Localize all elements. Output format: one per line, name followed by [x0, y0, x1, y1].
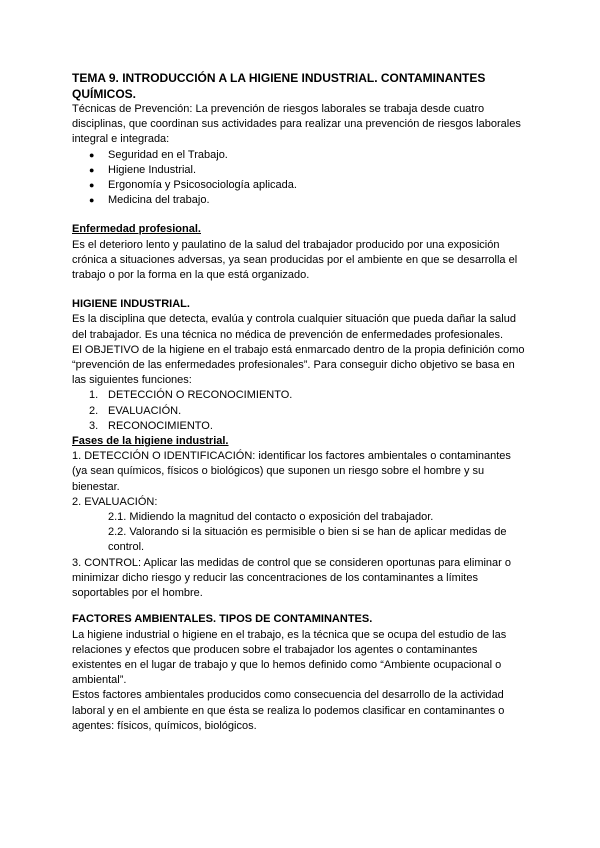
bullet-icon: ●	[89, 180, 95, 191]
bullet-icon: ●	[89, 149, 95, 160]
enfermedad-heading: Enfermedad profesional.	[72, 223, 201, 236]
fase-deteccion: 1. DETECCIÓN O IDENTIFICACIÓN: identificar los factores ambientales o contaminantes (ya sean químicos, físicos o biológicos) que suponen un riesgo sobre el hombre y su bienestar.	[72, 450, 511, 493]
list-item: ● Ergonomía y Psicosociología aplicada.	[72, 178, 528, 193]
objetivo-paragraph: El OBJETIVO de la higiene en el trabajo está enmarcado dentro de la propia definición como “prevención de las enfermedades profesionales”. Para conseguir dicho objetivo se basa en las siguientes funciones:	[72, 343, 525, 387]
functions-list	[72, 388, 528, 434]
bullet-icon: ●	[89, 195, 95, 206]
document-title: TEMA 9. INTRODUCCIÓN A LA HIGIENE INDUSTRIAL. CONTAMINANTES QUÍMICOS.	[72, 71, 486, 101]
fase-control: 3. CONTROL: Aplicar las medidas de control que se consideren oportunas para eliminar o minimizar dicho riesgo y reducir las concentraciones de los contaminantes a límites soportables por el hombre.	[72, 556, 512, 600]
list-item: ● Seguridad en el Trabajo.	[72, 148, 528, 163]
higiene-paragraph: Es la disciplina que detecta, evalúa y controla cualquier situación que pueda dañar la salud del trabajador. Es una técnica no médica de prevención de enfermedades profesionales.	[72, 313, 516, 341]
fases-heading: Fases de la higiene industrial.	[72, 435, 229, 448]
intro-paragraph: Técnicas de Prevención: La prevención de riesgos laborales se trabaja desde cuatro disciplinas, que coordinan sus actividades para realizar una prevención de riesgos laborales integral e integrada:	[72, 103, 521, 146]
bullet-icon: ●	[89, 164, 95, 175]
list-item: 1. DETECCIÓN O RECONOCIMIENTO.	[89, 389, 293, 402]
factores-paragraph: La higiene industrial o higiene en el trabajo, es la técnica que se ocupa del estudio de las relaciones y efectos que producen sobre el trabajador los agentes o contaminantes existentes en el lugar de trabajo y que lo hemos definido como “Ambiente ocupacional o ambiental”.	[72, 628, 507, 687]
document-body	[72, 70, 528, 734]
disciplines-list	[72, 148, 528, 209]
list-item: 2. EVALUACIÓN.	[89, 404, 182, 417]
list-item: ● Medicina del trabajo.	[72, 193, 528, 208]
fase-evaluacion-sub2: 2.2. Valorando si la situación es permisible o bien si se han de aplicar medidas de control.	[108, 526, 507, 554]
enfermedad-paragraph: Es el deterioro lento y paulatino de la salud del trabajador producido por una exposición crónica a situaciones adversas, ya sean producidas por el ambiente en que se desarrolla el trabajo o por la forma en la que está organizado.	[72, 238, 518, 282]
fase-evaluacion-sub1: 2.1. Midiendo la magnitud del contacto o exposición del trabajador.	[108, 511, 434, 524]
list-item: ● Higiene Industrial.	[72, 163, 528, 178]
list-item: 3. RECONOCIMIENTO.	[89, 419, 213, 432]
factores-heading: FACTORES AMBIENTALES. TIPOS DE CONTAMINANTES.	[72, 613, 373, 626]
fase-evaluacion: 2. EVALUACIÓN:	[72, 495, 158, 508]
factores-paragraph-2: Estos factores ambientales producidos como consecuencia del desarrollo de la actividad laboral y en el ambiente en que ésta se realiza lo podemos clasificar en contaminantes o agentes: físicos, químicos, biológicos.	[72, 689, 505, 732]
higiene-heading: HIGIENE INDUSTRIAL.	[72, 298, 190, 311]
